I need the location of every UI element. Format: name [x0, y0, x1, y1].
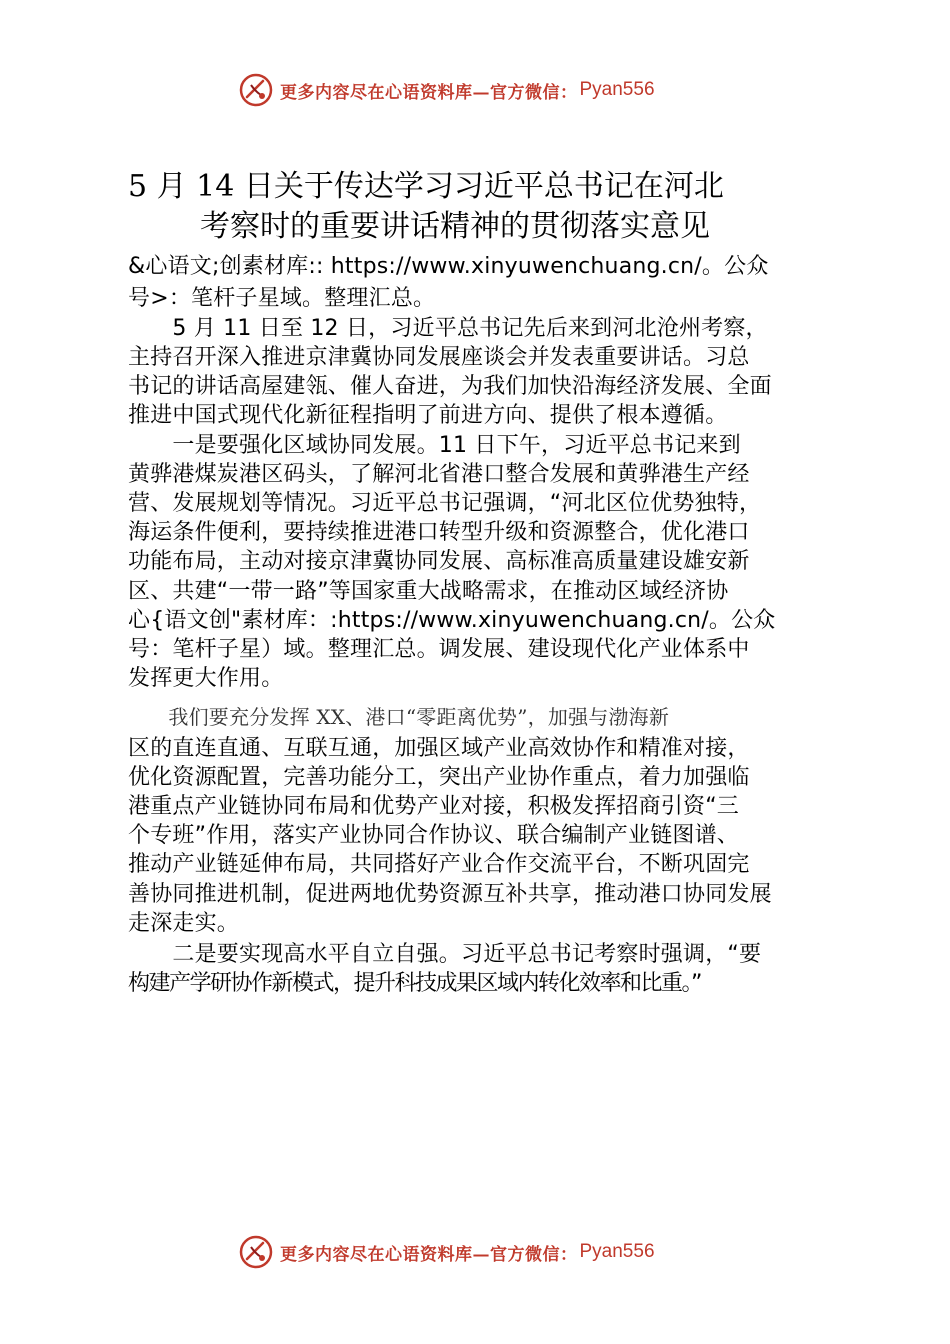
body-line: 主持召开深入推进京津冀协同发展座谈会并发表重要讲话。习总 — [128, 345, 750, 370]
body-line: 我们要充分发挥 XX、港口“零距离优势”，加强与渤海新 — [128, 705, 670, 729]
body-line: 推进中国式现代化新征程指明了前进方向、提供了根本遵循。 — [128, 403, 728, 428]
banner-text: 更多内容尽在心语资料库—官方微信： — [280, 1244, 578, 1265]
body-line: 发挥更大作用。 — [128, 666, 284, 691]
body-line: &心语文;创素材库:: https://www.xinyuwenchuang.cn/。公众 — [128, 254, 769, 279]
body-line: 港重点产业链协同布局和优势产业对接，积极发挥招商引资“三 — [128, 794, 739, 819]
body-line: 海运条件便利，要持续推进港口转型升级和资源整合，优化港口 — [128, 520, 750, 545]
body-line: 构建产学研协作新模式，提升科技成果区域内转化效率和比重。” — [128, 971, 701, 996]
footer-banner — [238, 1232, 655, 1272]
body-line: 个专班”作用，落实产业协同合作协议、联合编制产业链图谱、 — [128, 823, 739, 848]
body-line: 区的直连直通、互联互通，加强区域产业高效协作和精准对接， — [128, 736, 750, 761]
body-line: 书记的讲话高屋建瓴、催人奋进，为我们加快沿海经济发展、全面 — [128, 374, 772, 399]
body-line: 二是要实现高水平自立自强。习近平总书记考察时强调，“要 — [128, 942, 762, 967]
banner-wechat-id: Pyan556 — [579, 79, 655, 100]
body-line: 走深走实。 — [128, 911, 240, 936]
document-title-line-1: 5 月 14 日关于传达学习习近平总书记在河北 — [128, 169, 724, 204]
body-line: 号>：笔杆子星域。整理汇总。 — [128, 286, 436, 311]
banner-text: 更多内容尽在心语资料库—官方微信： — [280, 82, 578, 103]
body-line: 心{语文创"素材库：:https://www.xinyuwenchuang.cn/。公众 — [128, 608, 776, 633]
body-line: 功能布局，主动对接京津冀协同发展、高标准高质量建设雄安新 — [128, 549, 750, 574]
library-logo-icon — [238, 1234, 274, 1270]
body-line: 营、发展规划等情况。习近平总书记强调，“河北区位优势独特， — [128, 491, 762, 516]
library-logo-icon — [238, 72, 274, 108]
document-title-line-2: 考察时的重要讲话精神的贯彻落实意见 — [200, 209, 710, 244]
body-line: 一是要强化区域协同发展。11 日下午，习近平总书记来到 — [128, 433, 741, 458]
body-line: 区、共建“一带一路”等国家重大战略需求，在推动区域经济协 — [128, 579, 729, 604]
banner-wechat-id: Pyan556 — [579, 1241, 655, 1262]
body-line: 优化资源配置，完善功能分工，突出产业协作重点，着力加强临 — [128, 765, 750, 790]
body-line: 推动产业链延伸布局，共同搭好产业合作交流平台，不断巩固完 — [128, 852, 750, 877]
body-line: 号：笔杆子星）域。整理汇总。调发展、建设现代化产业体系中 — [128, 637, 750, 662]
body-line: 黄骅港煤炭港区码头，了解河北省港口整合发展和黄骅港生产经 — [128, 462, 750, 487]
body-line: 善协同推进机制，促进两地优势资源互补共享，推动港口协同发展 — [128, 882, 772, 907]
header-banner — [238, 70, 655, 110]
body-line: 5 月 11 日至 12 日，习近平总书记先后来到河北沧州考察， — [128, 316, 768, 341]
